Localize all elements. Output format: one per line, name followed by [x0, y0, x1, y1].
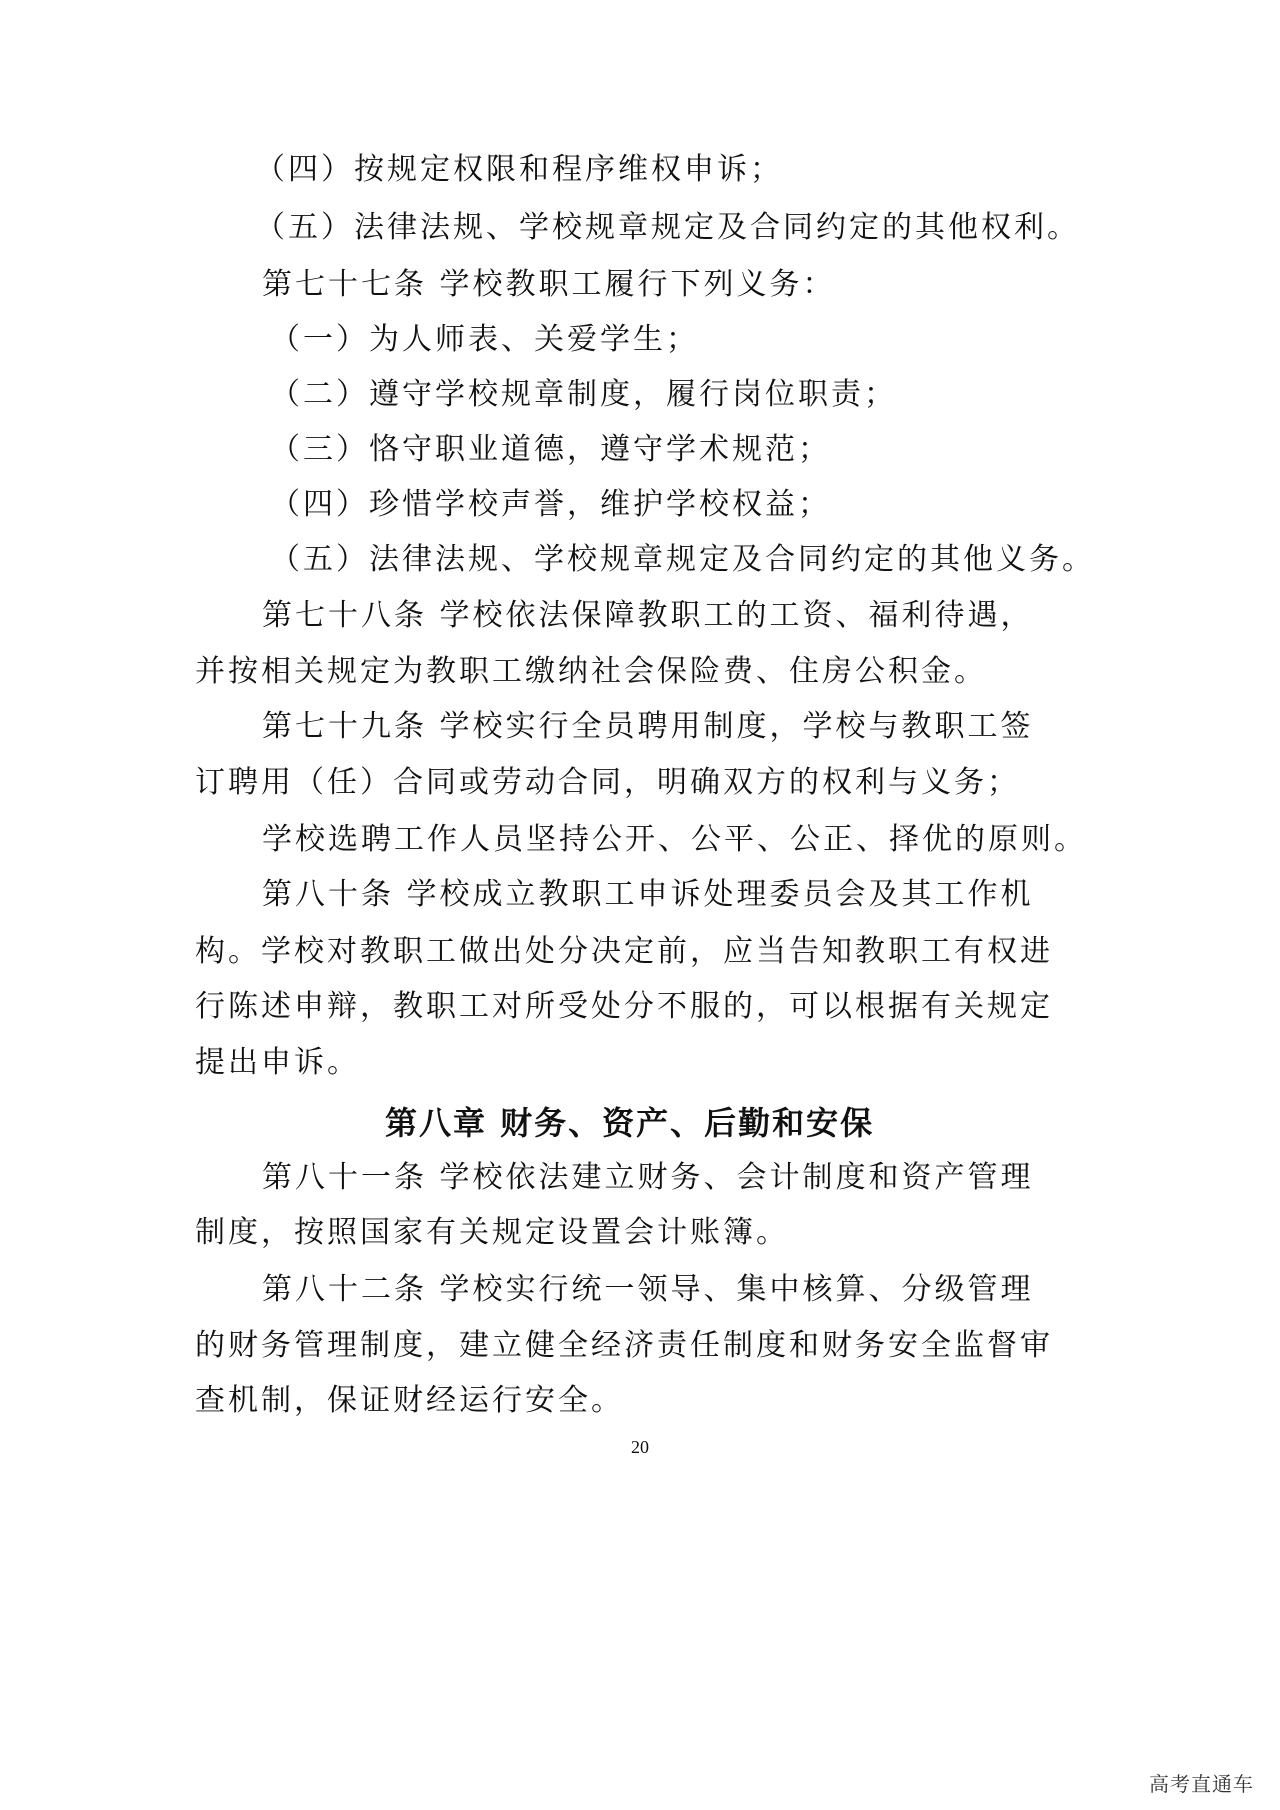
text-line: （二）遵守学校规章制度，履行岗位职责； [270, 377, 897, 412]
article-77-line: 第七十七条 学校教职工履行下列义务： [262, 267, 836, 302]
text-line: 行陈述申辩，教职工对所受处分不服的，可以根据有关规定 [195, 989, 1053, 1024]
text-line: 并按相关规定为教职工缴纳社会保险费、住房公积金。 [195, 654, 987, 689]
chapter-heading: 第八章 财务、资产、后勤和安保 [385, 1104, 875, 1142]
text-line: （三）恪守职业道德，遵守学术规范； [270, 432, 831, 467]
text-line: 学校选聘工作人员坚持公开、公平、公正、择优的原则。 [262, 822, 1087, 857]
text-line: （四）按规定权限和程序维权申诉； [255, 152, 783, 187]
page-number: 20 [631, 1437, 649, 1457]
text-line: 制度，按照国家有关规定设置会计账簿。 [195, 1215, 789, 1250]
article-78-line: 第七十八条 学校依法保障教职工的工资、福利待遇， [262, 598, 1034, 633]
article-79-line: 第七十九条 学校实行全员聘用制度，学校与教职工签 [262, 709, 1034, 744]
text-line: （一）为人师表、关爱学生； [270, 322, 699, 357]
article-80-line: 第八十条 学校成立教职工申诉处理委员会及其工作机 [262, 877, 1034, 912]
text-line: 查机制，保证财经运行安全。 [195, 1383, 624, 1418]
text-line: 提出申诉。 [195, 1045, 360, 1080]
text-line: 订聘用（任）合同或劳动合同，明确双方的权利与义务； [195, 765, 1020, 800]
article-81-line: 第八十一条 学校依法建立财务、会计制度和资产管理 [262, 1160, 1034, 1195]
article-82-line: 第八十二条 学校实行统一领导、集中核算、分级管理 [262, 1272, 1034, 1307]
text-line: （四）珍惜学校声誉，维护学校权益； [270, 487, 831, 522]
text-line: 构。学校对教职工做出处分决定前，应当告知教职工有权进 [195, 934, 1053, 969]
text-line: （五）法律法规、学校规章规定及合同约定的其他权利。 [255, 210, 1080, 245]
watermark: 高考直通车 [1149, 1772, 1254, 1796]
text-line: 的财务管理制度，建立健全经济责任制度和财务安全监督审 [195, 1328, 1053, 1363]
text-line: （五）法律法规、学校规章规定及合同约定的其他义务。 [270, 542, 1095, 577]
